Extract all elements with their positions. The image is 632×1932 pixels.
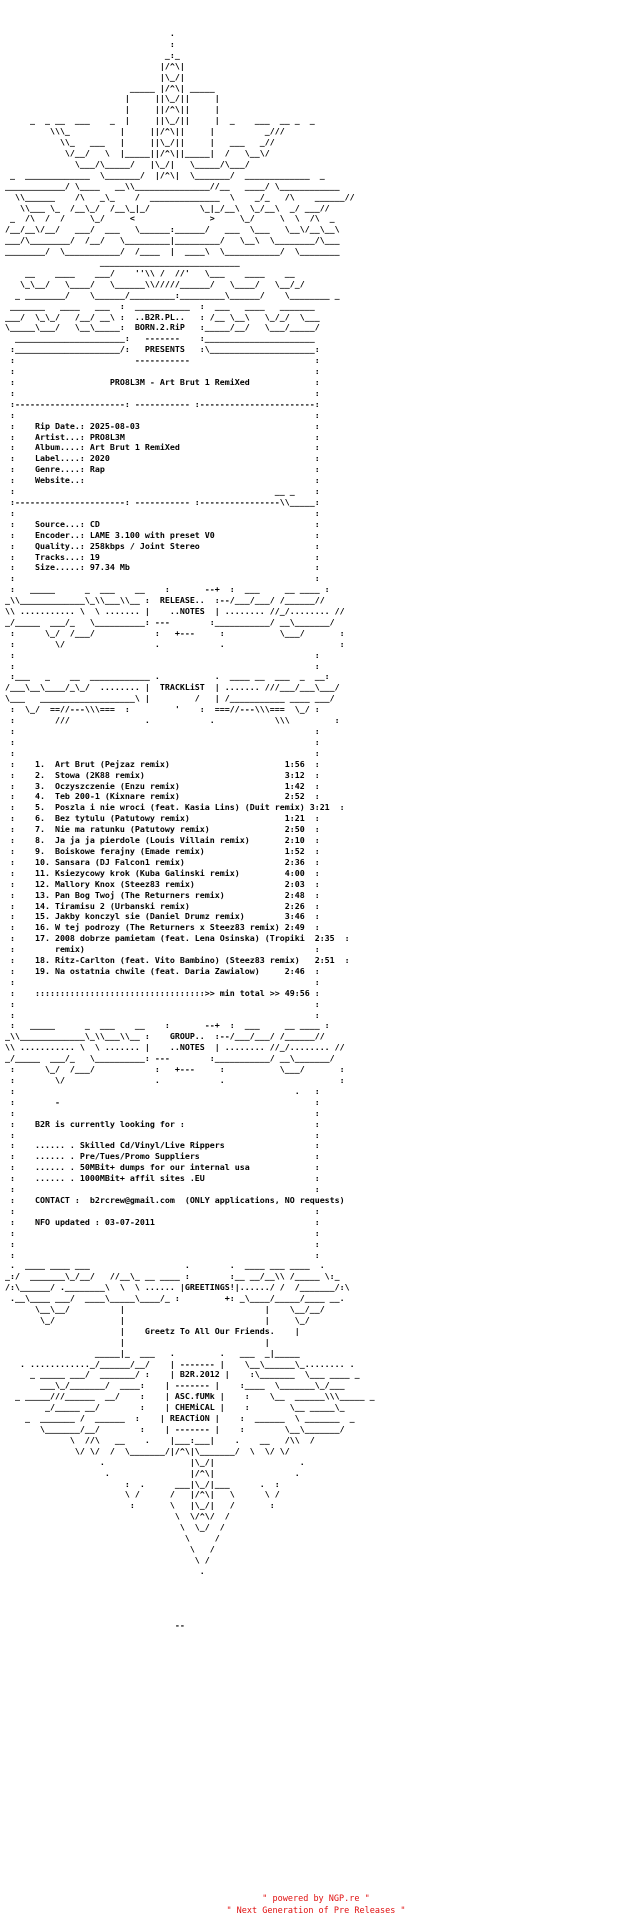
nfo-line: _ _____ ___/ _______/ : | B2R.2012 | :\_______ \___ ____ _ [0,1369,360,1380]
nfo-line: _:/ _______\_/__/ //__\_ __ ____ : :__ __/__\\ /_____ \:_ [0,1271,340,1282]
nfo-line: : 12. Mallory Knox (Steez83 remix) 2:03 : [0,878,320,889]
nfo-line: : : [0,1205,320,1216]
nfo-line: . |\_/| . [0,1456,305,1467]
nfo-line: . [0,28,175,38]
nfo-line: : : [0,1227,320,1238]
nfo-line: _\\_____________\_\\___\\__ : RELEASE.. :--/___/___/ /______// [0,595,325,606]
nfo-line: : : [0,573,320,584]
nfo-line: : : [0,976,320,987]
nfo-line: : : [0,660,320,671]
nfo-line: \_/ | | \_/ [0,1314,310,1325]
nfo-line: _ _______ / ______ : | REACTiON | : ______ \ _______ _ [0,1413,355,1424]
nfo-line: : : [0,1184,320,1195]
nfo-line: : : [0,736,320,747]
nfo-line: : Rip Date.: 2025-08-03 : [0,420,320,431]
nfo-line: : _____ _ ___ __ : --+ : ___ __ ____ : [0,584,330,595]
nfo-line: : NFO updated : 03-07-2011 : [0,1216,320,1227]
footer-powered-by: " powered by NGP.re " [262,1894,370,1904]
nfo-line: : : [0,998,320,1009]
nfo-line: : Quality..: 258kbps / Joint Stereo : [0,540,320,551]
nfo-line: . ............_/______/__/ | ------- | \__\______\_........ . [0,1358,355,1369]
nfo-line: |/^\| [0,60,185,71]
nfo-line: :_____________________/: PRESENTS :\_____________________: [0,344,320,355]
nfo-line: : 17. 2008 dobrze pamietam (feat. Lena Osinska) (Tropiki 2:35 : [0,933,350,944]
nfo-line: \\______ /\ _\_ / ______________ \ _/_ /\ ______// [0,191,355,202]
nfo-line: : 9. Boiskowe ferajny (Emade remix) 1:52 : [0,845,320,856]
nfo-line: _/_____ ___/_ \__________: --- :___________/ __\_______/ [0,616,335,627]
nfo-line: \_\__/ \____/ \______\\/////______/ \____/ \__/_/ [0,278,305,289]
nfo-line: : 19. Na ostatnia chwile (feat. Daria Zawialow) 2:46 : [0,965,320,976]
nfo-line: : ...... . Pre/Tues/Promo Suppliers : [0,1151,320,1162]
nfo-line: : : [0,507,320,518]
nfo-line: : 18. Ritz-Carlton (feat. Vito Bambino) (Steez83 remix) 2:51 : [0,955,350,966]
nfo-line: : : [0,387,320,398]
nfo-line: \ \_/ / [0,1522,225,1533]
nfo-line: ______________________: ------- :______________________ [0,333,315,344]
nfo-line: : B2R is currently looking for : : [0,1118,320,1129]
nfo-line: : 16. W tej podrozy (The Returners x Steez83 remix) 2:49 : [0,922,320,933]
nfo-line: ___/ \_\_/ /__/ __\ : ..B2R.PL.. : /__ \__\ \_/_/ \___ [0,311,320,322]
nfo-line: ___/\________/ /__/ \_________|_________/ \__\ \________/\___ [0,235,340,246]
nfo-line: : 4. Teb 200-1 (Kixnare remix) 2:52 : [0,791,320,802]
nfo-line: : : [0,1009,320,1020]
nfo-line: \___/\_____/ |\_/| \_____/\___/ [0,158,250,169]
nfo-line: | | [0,1336,270,1347]
nfo-line: : : [0,747,320,758]
nfo-line: \ \/^\/ / [0,1511,230,1522]
nfo-line: : 3. Oczyszczenie (Enzu remix) 1:42 : [0,780,320,791]
nfo-line: . |/^\| . [0,1467,300,1478]
nfo-ascii-art [0,28,632,1631]
nfo-line: : Website..: : [0,475,320,486]
nfo-line: \__\__/ | | \__/__/ [0,1304,325,1315]
nfo-line: \ / [0,1533,220,1544]
nfo-line: : _____ _ ___ __ : --+ : ___ __ ____ : [0,1020,330,1031]
nfo-line: _:_ [0,49,180,60]
nfo-line: : PRO8L3M - Art Brut 1 RemiXed : [0,377,320,387]
nfo-line: :----------------------: ----------- :----------------\\_____: [0,496,320,507]
nfo-line: \\_ ___ | ||\_/|| | ___ _// [0,137,275,148]
nfo-line: \ / [0,1543,215,1554]
nfo-line: :----------------------: ----------- :-----------------------: [0,398,320,409]
nfo-line: : : [0,1249,320,1260]
nfo-line: _ /\ / / \_/ < > \_/ \ \ /\ _ [0,213,335,224]
nfo-line: : Artist...: PRO8L3M : [0,431,320,442]
nfo-line: : \ |\_/| / : [0,1500,275,1511]
nfo-line: _ _ __ ___ _ | ||\_/|| | _ ___ __ _ _ [0,115,315,126]
footer-tagline: " Next Generation of Pre Releases " [226,1906,406,1916]
nfo-line: \\\_ | ||/^\|| | _/// [0,126,285,137]
nfo-line: _______ ____ ___ : ___________ : ___ ____ _______ [0,300,315,311]
nfo-line: : ...... . Skilled Cd/Vinyl/Live Rippers : [0,1140,320,1151]
nfo-line: \\___ \_ /__\_/ /__\_|_/ \_|_/__\ \_/__\ _/ ___// [0,202,330,213]
nfo-line: \/__/ \ |_____||/^\||_____| / \__\/ [0,147,270,158]
nfo-line: \_______/__/ : | ------- | : \__\_______/ [0,1424,345,1434]
nfo-line: : 11. Ksiezycowy krok (Kuba Galinski remix) 4:00 : [0,867,320,878]
nfo-line: : ...... . 1000MBit+ affil sites .EU : [0,1173,320,1184]
nfo-line: : 5. Poszla i nie wroci (feat. Kasia Lins) (Duit remix) 3:21 : [0,802,345,813]
nfo-line: : : [0,649,320,660]
nfo-line: : : [0,409,320,420]
nfo-line: : 10. Sansara (DJ Falcon1 remix) 2:36 : [0,856,320,867]
nfo-line: \ / [0,1554,210,1565]
nfo-line: . [0,1565,205,1576]
nfo-line: : 13. Pan Bog Twoj (The Returners remix) 2:48 : [0,889,320,900]
nfo-line: : Source...: CD : [0,518,320,529]
nfo-line: ___\_/_______/ ____: | ------- | :____ \_______\_/___ [0,1380,345,1391]
nfo-line: : 1. Art Brut (Pejzaz remix) 1:56 : [0,758,320,769]
nfo-line: : Genre....: Rap : [0,464,320,475]
nfo-line: : : [0,1107,320,1118]
nfo-line: : : [0,1238,320,1249]
nfo-line: _____ |/^\| _____ [0,82,215,93]
nfo-line: \\ ........... \ \ ....... | ..NOTES | ........ //_/........ // [0,1042,345,1053]
nfo-line: ________/ \___________/ /____ | ____\ \___________/ \________ [0,246,340,257]
nfo-line: : - : [0,1096,320,1107]
nfo-line: : \_/ /___/ : +--- : \___/ : [0,1064,345,1075]
nfo-line: _____|_ ___ . . ___ _|_____ [0,1347,300,1358]
nfo-line: \/ \/ / \_______/|/^\|\_______/ \ \/ \/ [0,1445,290,1456]
nfo-line: /___\__\____/_\_/ ........ | TRACKLiST | ....... ///___/___\___/ [0,682,340,693]
nfo-line: : remix) : [0,944,320,955]
nfo-line: |\_/| [0,71,185,82]
nfo-line: /:\______/ .________\ \ \ ...... |GREETINGS!|....../ / /_______/:\ [0,1282,350,1293]
nfo-line: : Album....: Art Brut 1 RemiXed : [0,442,320,453]
nfo-line: ____________/ \____ __\\_______________//__ ____/ \____________ [0,180,340,191]
nfo-line: _\\_____________\_\\___\\__ : GROUP.. :--/___/___/ /______// [0,1031,325,1042]
nfo-line: \___ ___________________\ | / | /___________ ____ ___/ [0,693,335,704]
nfo-line: : . : [0,1085,320,1096]
nfo-line: : : [0,366,320,377]
nfo-line: \_____\___/ \__\_____: BORN.2.RiP :_____/__/ \___/_____/ [0,322,320,333]
nfo-line: : /// . . \\\ : [0,715,340,726]
nfo-line: __ ____ ___/ ''\\ / //' \___ ____ __ [0,267,295,278]
nfo-line: : : [0,1129,320,1140]
nfo-line: : : [0,726,320,736]
nfo-line: | ||/^\|| | [0,104,220,115]
nfo-line: \ //\ __ . |___:___| . __ /\\ / [0,1434,315,1445]
nfo-line: : 14. Tiramisu 2 (Urbanski remix) 2:26 : [0,900,320,911]
nfo-line: _/_____ __/ : | CHEMiCAL | : \__ _____\_ [0,1402,345,1413]
nfo-line: _ _____________ \_______/ |/^\| \_______/ _____________ _ [0,169,325,180]
nfo-line: : 15. Jakby konczyl sie (Daniel Drumz remix) 3:46 : [0,911,320,922]
nfo-line: : Tracks...: 19 : [0,551,320,562]
nfo-line: -- [0,1620,185,1631]
nfo-line: : Size.....: 97.34 Mb : [0,562,320,573]
nfo-line: : Encoder..: LAME 3.100 with preset V0 : [0,529,320,540]
nfo-line: : \_/ /___/ : +--- : \___/ : [0,627,345,638]
nfo-line: _ _____///______ __/ : | ASC.fUMk | : \__ ______\\\_____ _ [0,1391,375,1402]
nfo-line: : 7. Nie ma ratunku (Patutowy remix) 2:50 : [0,824,320,835]
nfo-line: :___ _ __ ____________ . . ____ __ ___ _ __: [0,671,330,682]
nfo-line: : \/ . . : [0,1075,345,1085]
nfo-line: : \_/ ==//---\\\=== : ' : ===//---\\\=== \_/ : [0,704,320,715]
nfo-line: _/_____ ___/_ \__________: --- :___________/ __\_______/ [0,1053,335,1064]
nfo-line: : __ _ : [0,486,320,497]
nfo-line: \\ ........... \ \ ....... | ..NOTES | ........ //_/........ // [0,606,345,617]
nfo-line: : CONTACT : b2rcrew@gmail.com (ONLY applications, NO requests) [0,1194,345,1205]
nfo-line: | ||\_/|| | [0,93,220,104]
nfo-line: _ ________/ \______/_________:_________\______/ \________ _ [0,289,340,300]
nfo-line: : 2. Stowa (2K88 remix) 3:12 : [0,769,320,780]
nfo-line: : [0,38,175,49]
nfo-line: : . ___|\_/|___ . : [0,1478,280,1489]
nfo-line: : 6. Bez tytulu (Patutowy remix) 1:21 : [0,813,320,824]
nfo-line: : ...... . 50MBit+ dumps for our internal usa : [0,1162,320,1173]
footer [0,1893,632,1917]
nfo-line: : \/ . . : [0,638,345,649]
nfo-line: : 8. Ja ja ja pierdole (Louis Villain remix) 2:10 : [0,835,320,846]
nfo-line: \ / / |/^\| \ \ / [0,1489,280,1500]
nfo-line: : Label....: 2020 : [0,453,320,464]
nfo-line: /__/__\/__/ ___/ ___ \______:______/ ___ \___ \__\/__\__\ [0,224,340,235]
nfo-line: : ----------- : [0,355,320,366]
nfo-line: | Greetz To All Our Friends. | [0,1325,300,1336]
nfo-line: . ____ ____ ___ . . ____ ___ ____ . [0,1260,325,1271]
nfo-line: : ::::::::::::::::::::::::::::::::::>> min total >> 49:56 : [0,987,320,998]
nfo-line: .__\____ ___/ ____\_____\____/_ : +: _\____/_____/____ __. [0,1293,345,1304]
nfo-line: ____________________________ [0,257,240,268]
